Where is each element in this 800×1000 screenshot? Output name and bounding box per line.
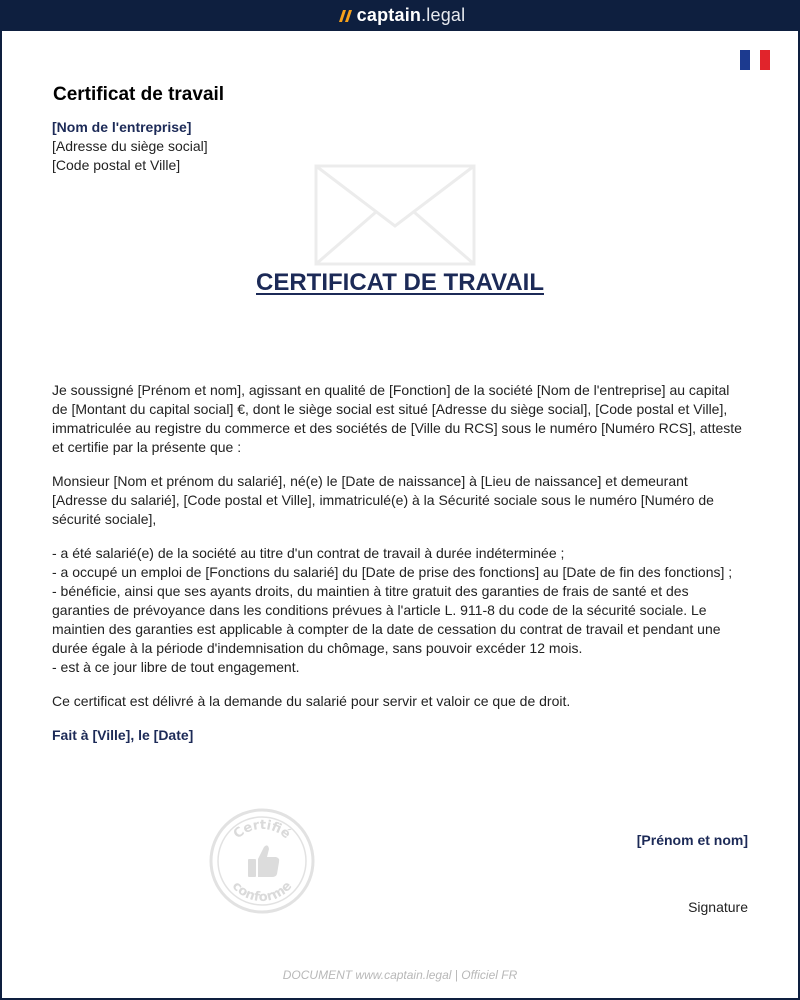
flag-stripe-blue bbox=[740, 50, 750, 70]
signer-name: [Prénom et nom] bbox=[636, 832, 748, 848]
document-footer: DOCUMENT www.captain.legal | Officiel FR bbox=[282, 968, 518, 982]
brand-domain: .legal bbox=[421, 5, 466, 25]
list-item: - a été salarié(e) de la société au titre d'un contrat de travail à durée indéterminée ; bbox=[52, 545, 565, 561]
stamp-top-text: Certifié bbox=[230, 817, 294, 843]
svg-text:Certifié bbox=[231, 818, 294, 842]
thumbs-up-icon bbox=[248, 845, 279, 877]
company-address: [Adresse du siège social] bbox=[52, 138, 208, 154]
paragraph-employee: Monsieur [Nom et prénom du salarié], né(e) le [Date de naissance] à [Lieu de naissance] et demeurant [Adresse du salarié], [Code postal et Ville], immatriculé(e) à la Sécurité sociale sous le numéro [Numéro de sécurité sociale], bbox=[52, 473, 714, 527]
document-title: Certificat de travail bbox=[53, 84, 225, 105]
document-page bbox=[2, 31, 798, 998]
list-item: - bénéficie, ainsi que ses ayants droits, du maintien à titre gratuit des garanties de frais de santé et des garanties de prévoyance dans les conditions prévues à l'article L. 911-8 du code de la sécurité sociale. Le maintien des garanties est applicable à compter de la date de cessation du contrat de travail et pendant une durée égale à la période d'indemnisation du chômage, sans pouvoir excéder 12 mois. bbox=[52, 583, 721, 656]
list-item: - a occupé un emploi de [Fonctions du salarié] du [Date de prise des fonctions] au [Date de fin des fonctions] ; bbox=[52, 564, 733, 580]
document-heading: CERTIFICAT DE TRAVAIL bbox=[256, 269, 544, 296]
brand-mark-icon bbox=[335, 9, 353, 23]
flag-stripe-white bbox=[750, 50, 760, 70]
company-block bbox=[52, 118, 208, 175]
svg-text:conforme bbox=[229, 879, 295, 906]
envelope-watermark-icon bbox=[314, 164, 476, 266]
brand-logo[interactable] bbox=[335, 5, 466, 26]
list-item: - est à ce jour libre de tout engagement. bbox=[52, 659, 300, 675]
certified-stamp-icon bbox=[208, 807, 316, 915]
top-bar bbox=[0, 0, 800, 31]
place-date: Fait à [Ville], le [Date] bbox=[52, 727, 194, 743]
paragraph-attestation: Je soussigné [Prénom et nom], agissant en qualité de [Fonction] de la société [Nom de l'entreprise] au capital de [Montant du capital social] €, dont le siège social est situé [Adresse du siège social], [Code postal et Ville], immatriculée au registre du commerce et des sociétés de [Ville du RCS] sous le numéro [Numéro RCS], atteste et certifie par la présente que : bbox=[52, 382, 742, 455]
company-city: [Code postal et Ville] bbox=[52, 157, 181, 173]
brand-name: captain bbox=[356, 5, 422, 25]
stamp-bottom-text: conforme bbox=[228, 878, 296, 906]
paragraph-delivery: Ce certificat est délivré à la demande du salarié pour servir et valoir ce que de droit. bbox=[52, 693, 571, 709]
french-flag-icon[interactable] bbox=[740, 50, 770, 70]
document-body bbox=[52, 381, 742, 760]
company-name: [Nom de l'entreprise] bbox=[52, 119, 192, 135]
list-block bbox=[52, 544, 742, 677]
flag-stripe-red bbox=[760, 50, 770, 70]
signature-label: Signature bbox=[688, 899, 748, 915]
